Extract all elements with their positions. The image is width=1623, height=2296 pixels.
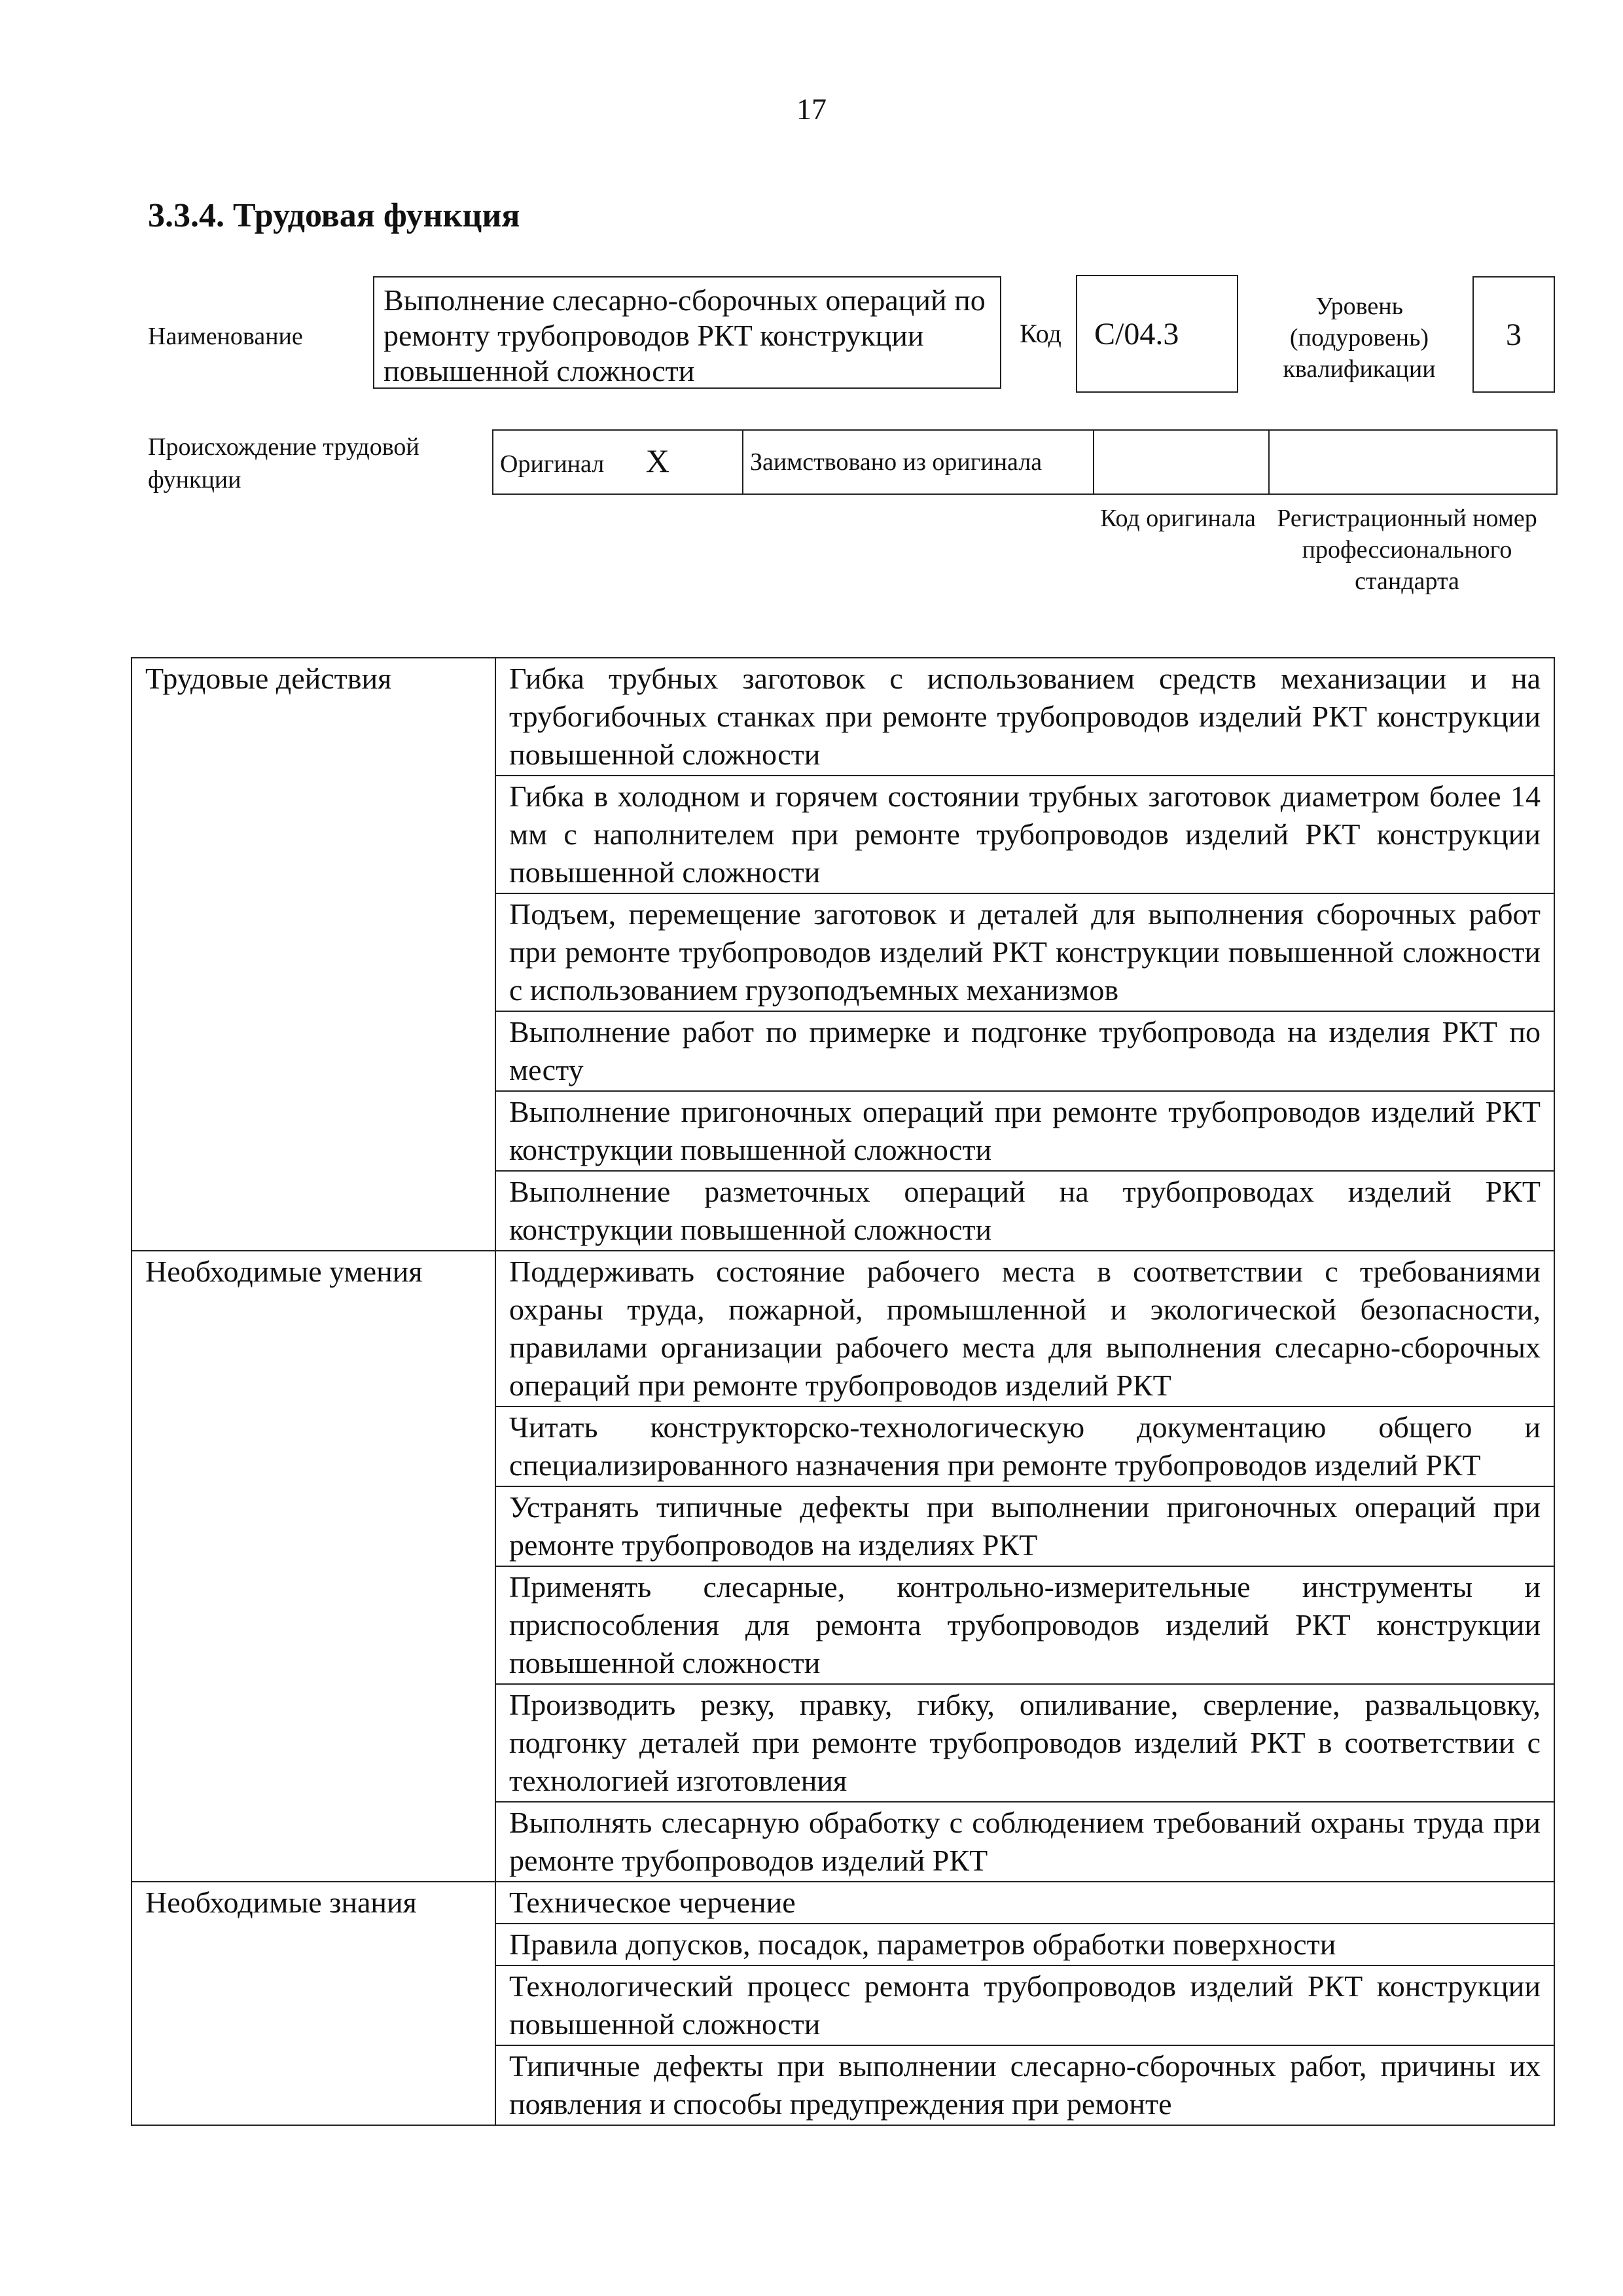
origin-original-cell <box>493 430 743 494</box>
level-value: 3 <box>1472 276 1555 393</box>
category-cell: Необходимые знания <box>132 1882 495 2125</box>
item-cell: Устранять типичные дефекты при выполнении пригоночных операций при ремонте трубопроводов на изделиях РКТ <box>495 1486 1554 1566</box>
origin-table <box>492 429 1558 495</box>
name-label: Наименование <box>148 323 303 350</box>
name-value: Выполнение слесарно-сборочных операций по ремонту трубопроводов РКТ конструкции повышенной сложности <box>373 276 1001 389</box>
item-cell: Читать конструкторско-технологическую документацию общего и специализированного назначения при ремонте трубопроводов изделий РКТ <box>495 1407 1554 1486</box>
item-cell: Выполнять слесарную обработку с соблюдением требований охраны труда при ремонте трубопроводов изделий РКТ <box>495 1802 1554 1882</box>
kod-value: C/04.3 <box>1076 275 1238 393</box>
item-cell: Правила допусков, посадок, параметров обработки поверхности <box>495 1924 1554 1965</box>
item-cell: Технологический процесс ремонта трубопроводов изделий РКТ конструкции повышенной сложности <box>495 1965 1554 2045</box>
table-row <box>132 1882 1554 1924</box>
kod-label: Код <box>1020 319 1061 348</box>
page-number: 17 <box>796 92 827 126</box>
item-cell: Выполнение пригоночных операций при ремонте трубопроводов изделий РКТ конструкции повышенной сложности <box>495 1091 1554 1171</box>
item-cell: Техническое черчение <box>495 1882 1554 1924</box>
category-cell: Трудовые действия <box>132 658 495 1251</box>
level-label: Уровень (подуровень) квалификации <box>1283 293 1436 383</box>
original-mark: X <box>645 442 669 479</box>
item-cell: Выполнение работ по примерке и подгонке трубопровода на изделия РКТ по месту <box>495 1011 1554 1091</box>
item-cell: Типичные дефекты при выполнении слесарно-сборочных работ, причины их появления и способы предупреждения при ремонте <box>495 2045 1554 2125</box>
table-row <box>132 1251 1554 1407</box>
item-cell: Гибка трубных заготовок с использованием средств механизации и на трубогибочных станках при ремонте трубопроводов изделий РКТ конструкции повышенной сложности <box>495 658 1554 776</box>
item-cell: Подъем, перемещение заготовок и деталей для выполнения сборочных работ при ремонте трубопроводов изделий РКТ конструкции повышенной сложности с использованием грузоподъемных механизмов <box>495 893 1554 1011</box>
item-cell: Гибка в холодном и горячем состоянии трубных заготовок диаметром более 14 мм с наполнителем при ремонте трубопроводов изделий РКТ конструкции повышенной сложности <box>495 776 1554 893</box>
requirements-table <box>131 657 1555 2126</box>
category-cell: Необходимые умения <box>132 1251 495 1882</box>
origin-label: Происхождение трудовой функции <box>148 433 419 493</box>
table-row <box>132 658 1554 776</box>
item-cell: Производить резку, правку, гибку, опиливание, сверление, развальцовку, подгонку деталей при ремонте трубопроводов изделий РКТ в соответствии с технологией изготовления <box>495 1684 1554 1802</box>
item-cell: Поддерживать состояние рабочего места в соответствии с требованиями охраны труда, пожарной, промышленной и экологической безопасности, правилами организации рабочего места для выполнения слесарно-сборочных операций при ремонте трубопроводов изделий РКТ <box>495 1251 1554 1407</box>
origin-code-cell <box>1094 430 1269 494</box>
origin-reg-cell <box>1269 430 1557 494</box>
original-label: Оригинал <box>500 450 605 478</box>
item-cell: Выполнение разметочных операций на трубопроводах изделий РКТ конструкции повышенной сложности <box>495 1171 1554 1251</box>
borrowed-label: Заимствовано из оригинала <box>743 430 1094 494</box>
item-cell: Применять слесарные, контрольно-измерительные инструменты и приспособления для ремонта трубопроводов изделий РКТ конструкции повышенной сложности <box>495 1566 1554 1684</box>
section-title: 3.3.4. Трудовая функция <box>148 197 520 234</box>
code-caption: Код оригинала <box>1100 505 1256 532</box>
reg-caption: Регистрационный номер профессионального стандарта <box>1277 505 1537 595</box>
